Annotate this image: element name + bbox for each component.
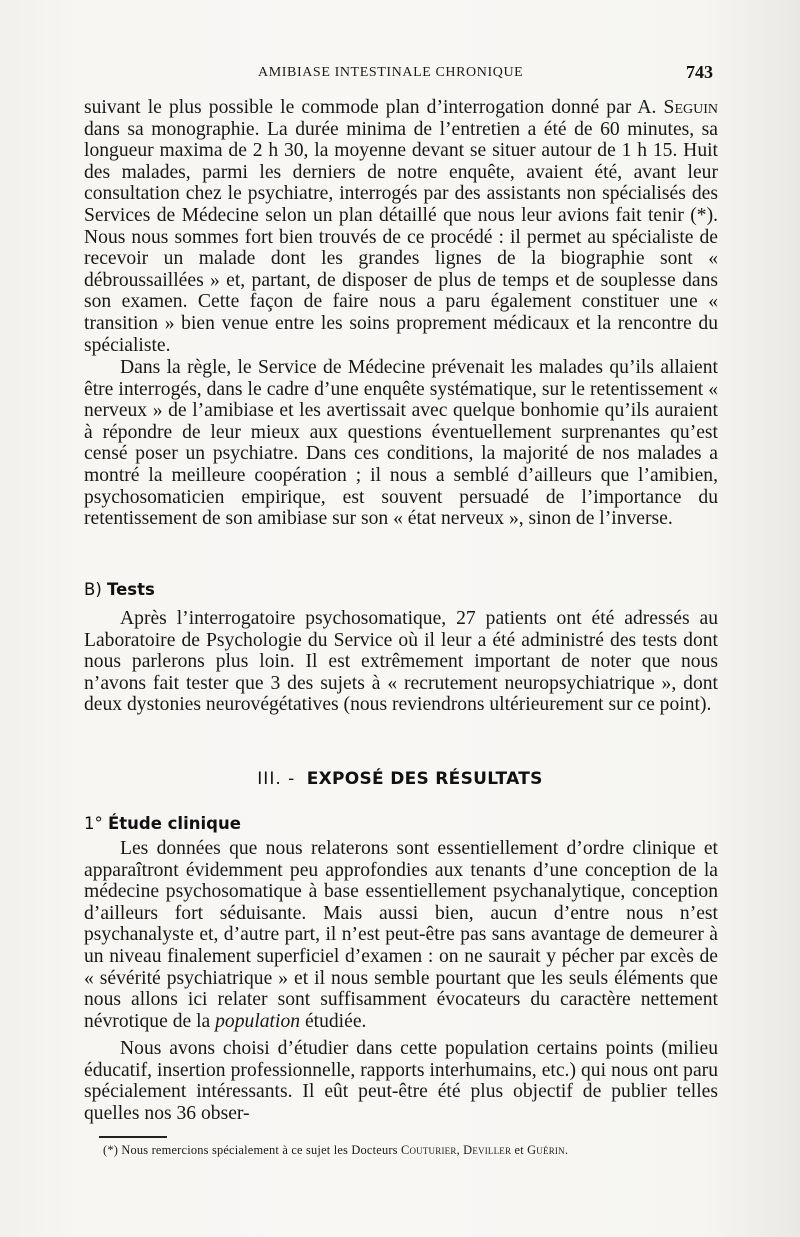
paragraph-text: dans sa monographie. La durée minima de l’entretien a été de 60 minutes, sa longueur maxima de 2 h 30, la moyenne devant se situer autour de 1 h 15. Huit des malades, parmi les derniers de notre enquête, avaient été, avant leur consultation chez le psychiatre, interrogés par des assistants non spécialisés des Services de Médecine selon un plan détaillé que nous leur avions fait tenir (*). Nous nous sommes fort bien trouvés de ce procédé : il permet au spécialiste de recevoir un malade dont les grandes lignes de la biographie sont « débroussaillées » et, partant, de disposer de plus de temps et de souplesse dans son examen. Cette façon de faire nous a paru également constituer une « transition » bien venue entre les soins proprement médicaux et la rencontre du spécialiste.	[84, 118, 718, 356]
footnote-text: (*) Nous remercions spécialement à ce sujet les Docteurs	[103, 1143, 401, 1157]
running-title: AMIBIASE INTESTINALE CHRONIQUE	[258, 65, 524, 80]
paragraph-population-points	[84, 1038, 718, 1124]
paragraph-text: Les données que nous relaterons sont essentiellement d’ordre clinique et apparaîtront évidemment peu approfondies aux tenants d’une conception de la médecine psychosomatique à base essentiellement psychanalytique, conception d’ailleurs fort séduisante. Mais aussi bien, aucun d’entre nous n’est psychanalyste et, d’autre part, il n’est peut-être pas sans avantage de demeurer à un niveau finalement superficiel d’examen : on ne saurait y pécher par excès de « sévérité psychiatrique » et il nous semble pourtant que les seuls éléments que nous allons ici relater sont suffisamment évocateurs du caractère nettement névrotique de la	[84, 838, 718, 1032]
footnote-text: et	[511, 1143, 528, 1157]
heading-prefix: B)	[84, 580, 102, 599]
footnote-text: .	[564, 1143, 569, 1157]
section-numeral: III. -	[257, 769, 296, 789]
paragraph-text: Nous avons choisi d’étudier dans cette population certains points (milieu éducatif, insertion professionnelle, rapports interhumains, etc.) qui nous ont paru spécialement intéressants. Il eût peut-être été plus objectif de publier telles quelles nos 36 obser-	[84, 1038, 718, 1124]
doctor-name: Couturier	[401, 1143, 457, 1157]
paragraph-tests	[84, 608, 718, 716]
paragraph-interview-method	[84, 97, 718, 356]
footnote-text: ,	[456, 1143, 464, 1157]
footnote-divider	[99, 1136, 167, 1138]
paragraph-text: Après l’interrogatoire psychosomatique, 27 patients ont été adressés au Laboratoire de Psychologie du Service où il leur a été administré des tests dont nous parlerons plus loin. Il est extrêmement important de noter que nous n’avons fait tester que 3 des sujets à « recrutement neuropsychiatrique », dont deux dystonies neurovégétatives (nous reviendrons ultérieurement sur ce point).	[84, 608, 718, 716]
running-header	[0, 62, 800, 86]
paragraph-text: suivant le plus possible le commode plan d’interrogation donné par A.	[84, 97, 664, 118]
paragraph-text: étudiée.	[300, 1010, 367, 1032]
section-title: EXPOSÉ DES RÉSULTATS	[306, 769, 543, 789]
heading-prefix: 1°	[84, 814, 103, 833]
emphasis-text: population	[215, 1010, 301, 1032]
paragraph-clinical-data	[84, 838, 718, 1032]
heading-tests	[84, 580, 155, 599]
heading-title: Tests	[107, 580, 155, 599]
paragraph-text: Dans la règle, le Service de Médecine prévenait les malades qu’ils allaient être interrogés, dans le cadre d’une enquête systématique, sur le retentissement « nerveux » de l’amibiase et les avertissait avec quelque bonhomie qu’ils auraient à répondre de leur mieux aux questions éventuellement surprenantes qu’est censé poser un psychiatre. Dans ces conditions, la majorité de nos malades a montré la meilleure coopération ; il nous a semblé d’ailleurs que l’amibien, psychosomaticien empirique, est souvent persuadé de l’importance du retentissement de son amibiase sur son « état nerveux », sinon de l’inverse.	[84, 357, 718, 530]
footnote	[103, 1143, 568, 1158]
author-name: Seguin	[663, 97, 718, 118]
heading-clinical-study	[84, 814, 241, 833]
doctor-name: Deviller	[463, 1143, 512, 1157]
section-heading-results	[0, 769, 800, 789]
paragraph-service-notice	[84, 357, 718, 530]
heading-title: Étude clinique	[108, 814, 241, 833]
page-number: 743	[686, 62, 713, 82]
doctor-name: Guérin	[527, 1143, 565, 1157]
